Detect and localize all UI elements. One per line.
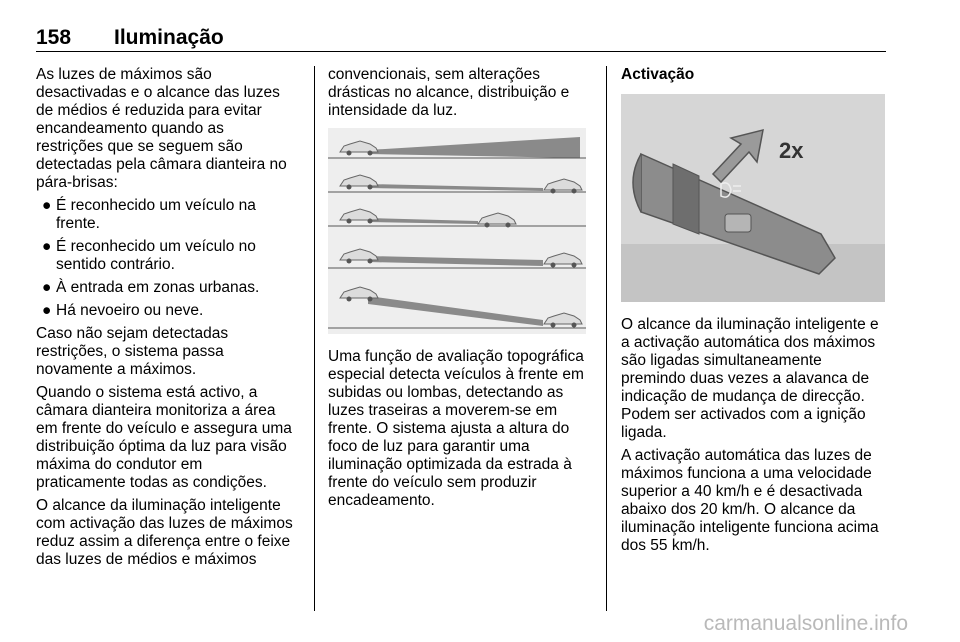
column-2: [328, 66, 596, 515]
page-header: [36, 26, 886, 52]
paragraph: As luzes de máximos são desactivadas e o alcance das luzes de médios é reduzida para evitar encandeamento quando as restrições que se seguem são detectadas pela câmara dianteira no pára-brisas:: [36, 66, 287, 191]
list-item: ● É reconhecido um veículo na frente.: [36, 197, 306, 233]
page-number: 158: [36, 26, 72, 49]
paragraph: Caso não sejam detectadas restrições, o sistema passa novamente a máximos.: [36, 325, 229, 378]
press-count-label: 2x: [779, 138, 804, 163]
paragraph: A activação automática das luzes de máximos funciona a uma velocidade superior a 40 km/h e é desactivada abaixo dos 20 km/h. O alcance da iluminação inteligente funciona acima dos 55 km/h.: [621, 447, 879, 554]
paragraph: Quando o sistema está activo, a câmara dianteira monitoriza a área em frente do veículo e assegura uma distribuição óptima da luz para visão máxima do condutor em praticamente todas as condições.: [36, 384, 292, 491]
watermark: carmanualsonline.info: [703, 612, 908, 635]
column-3: [621, 66, 889, 560]
paragraph: O alcance da iluminação inteligente e a activação automática dos máximos são ligadas simultaneamente premindo duas vezes a alavanca de indicação de mudança de direcção. Podem ser activados com a ignição ligada.: [621, 316, 879, 441]
paragraph: O alcance da iluminação inteligente com activação das luzes de máximos reduz assim a diferença entre o feixe das luzes de médios e máximos: [36, 497, 293, 568]
column-divider-1: [314, 66, 315, 611]
paragraph: Uma função de avaliação topográfica especial detecta veículos à frente em subidas ou lombas, detectando as luzes traseiras a moverem-se em frente. O sistema ajusta a altura do foco de luz para garantir uma iluminação optimizada da estrada à frente do veículo sem produzir encadeamento.: [328, 348, 584, 509]
paragraph: convencionais, sem alterações drásticas no alcance, distribuição e intensidade da luz.: [328, 66, 570, 119]
column-1: [36, 66, 306, 574]
bullet-icon: ●: [42, 302, 52, 319]
list-item: ● À entrada em zonas urbanas.: [36, 279, 306, 297]
light-beam-diagram: [328, 128, 596, 334]
column-divider-2: [606, 66, 607, 611]
section-heading: Activação: [621, 66, 695, 83]
bullet-icon: ●: [42, 238, 52, 255]
list-item: ● Há nevoeiro ou neve.: [36, 302, 306, 320]
lever-illustration: [621, 94, 889, 302]
header-rule: [36, 51, 886, 52]
bullet-icon: ●: [42, 279, 52, 296]
bullet-icon: ●: [42, 197, 52, 214]
list-item: ● É reconhecido um veículo no sentido contrário.: [36, 238, 306, 274]
chapter-title: Iluminação: [114, 26, 224, 49]
